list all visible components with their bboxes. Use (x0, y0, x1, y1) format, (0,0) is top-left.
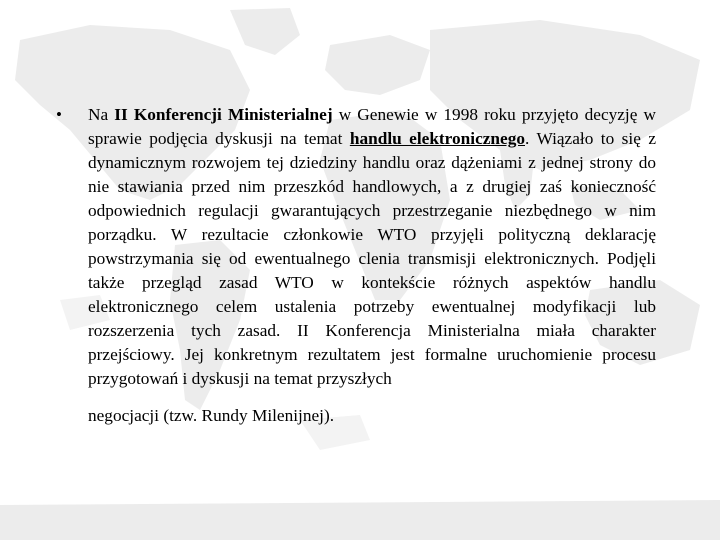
continent-greenland (230, 8, 300, 55)
body-paragraph (88, 103, 656, 391)
e-commerce-term: handlu elektronicznego (349, 129, 525, 148)
conference-name: II Konferencji Ministerialnej (114, 105, 333, 124)
continent-antarctica (0, 500, 720, 540)
text-run-decision: w Genewie w 1998 roku przyjęto decyzję w sprawie podjęcia dyskusji na temat (88, 105, 656, 148)
bullet-marker: • (56, 105, 62, 124)
text-run-body: . Wiązało to się z dynamicznym rozwojem tej dziedziny handlu oraz dążeniami z jednej strony do nie stawiania przed nim przeszkód handlowych, a z drugiej zaś konieczność odpowiednich regulacji gwarantujących przestrzeganie niezbędnego w nim porządku. W rezultacie członkowie WTO przyjęli polityczną deklarację powstrzymania się od ewentualnego clenia transmisji elektronicznych. Podjęli także przegląd zasad WTO w kontekście różnych aspektów handlu elektronicznego celem ustalenia potrzeby ewentualnej modyfikacji lub rozszerzenia tych zasad. II Konferencja Ministerialna miała charakter przejściowy. Jej konkretnym rezultatem jest formalne uruchomienie procesu przygotowań i dyskusji na temat przyszłych (88, 129, 656, 388)
content-area (56, 103, 656, 428)
bullet-item (56, 103, 656, 428)
continent-europe (325, 35, 430, 95)
text-run-intro: Na (88, 105, 115, 124)
closing-line: negocjacji (tzw. Rundy Milenijnej). (88, 406, 335, 425)
